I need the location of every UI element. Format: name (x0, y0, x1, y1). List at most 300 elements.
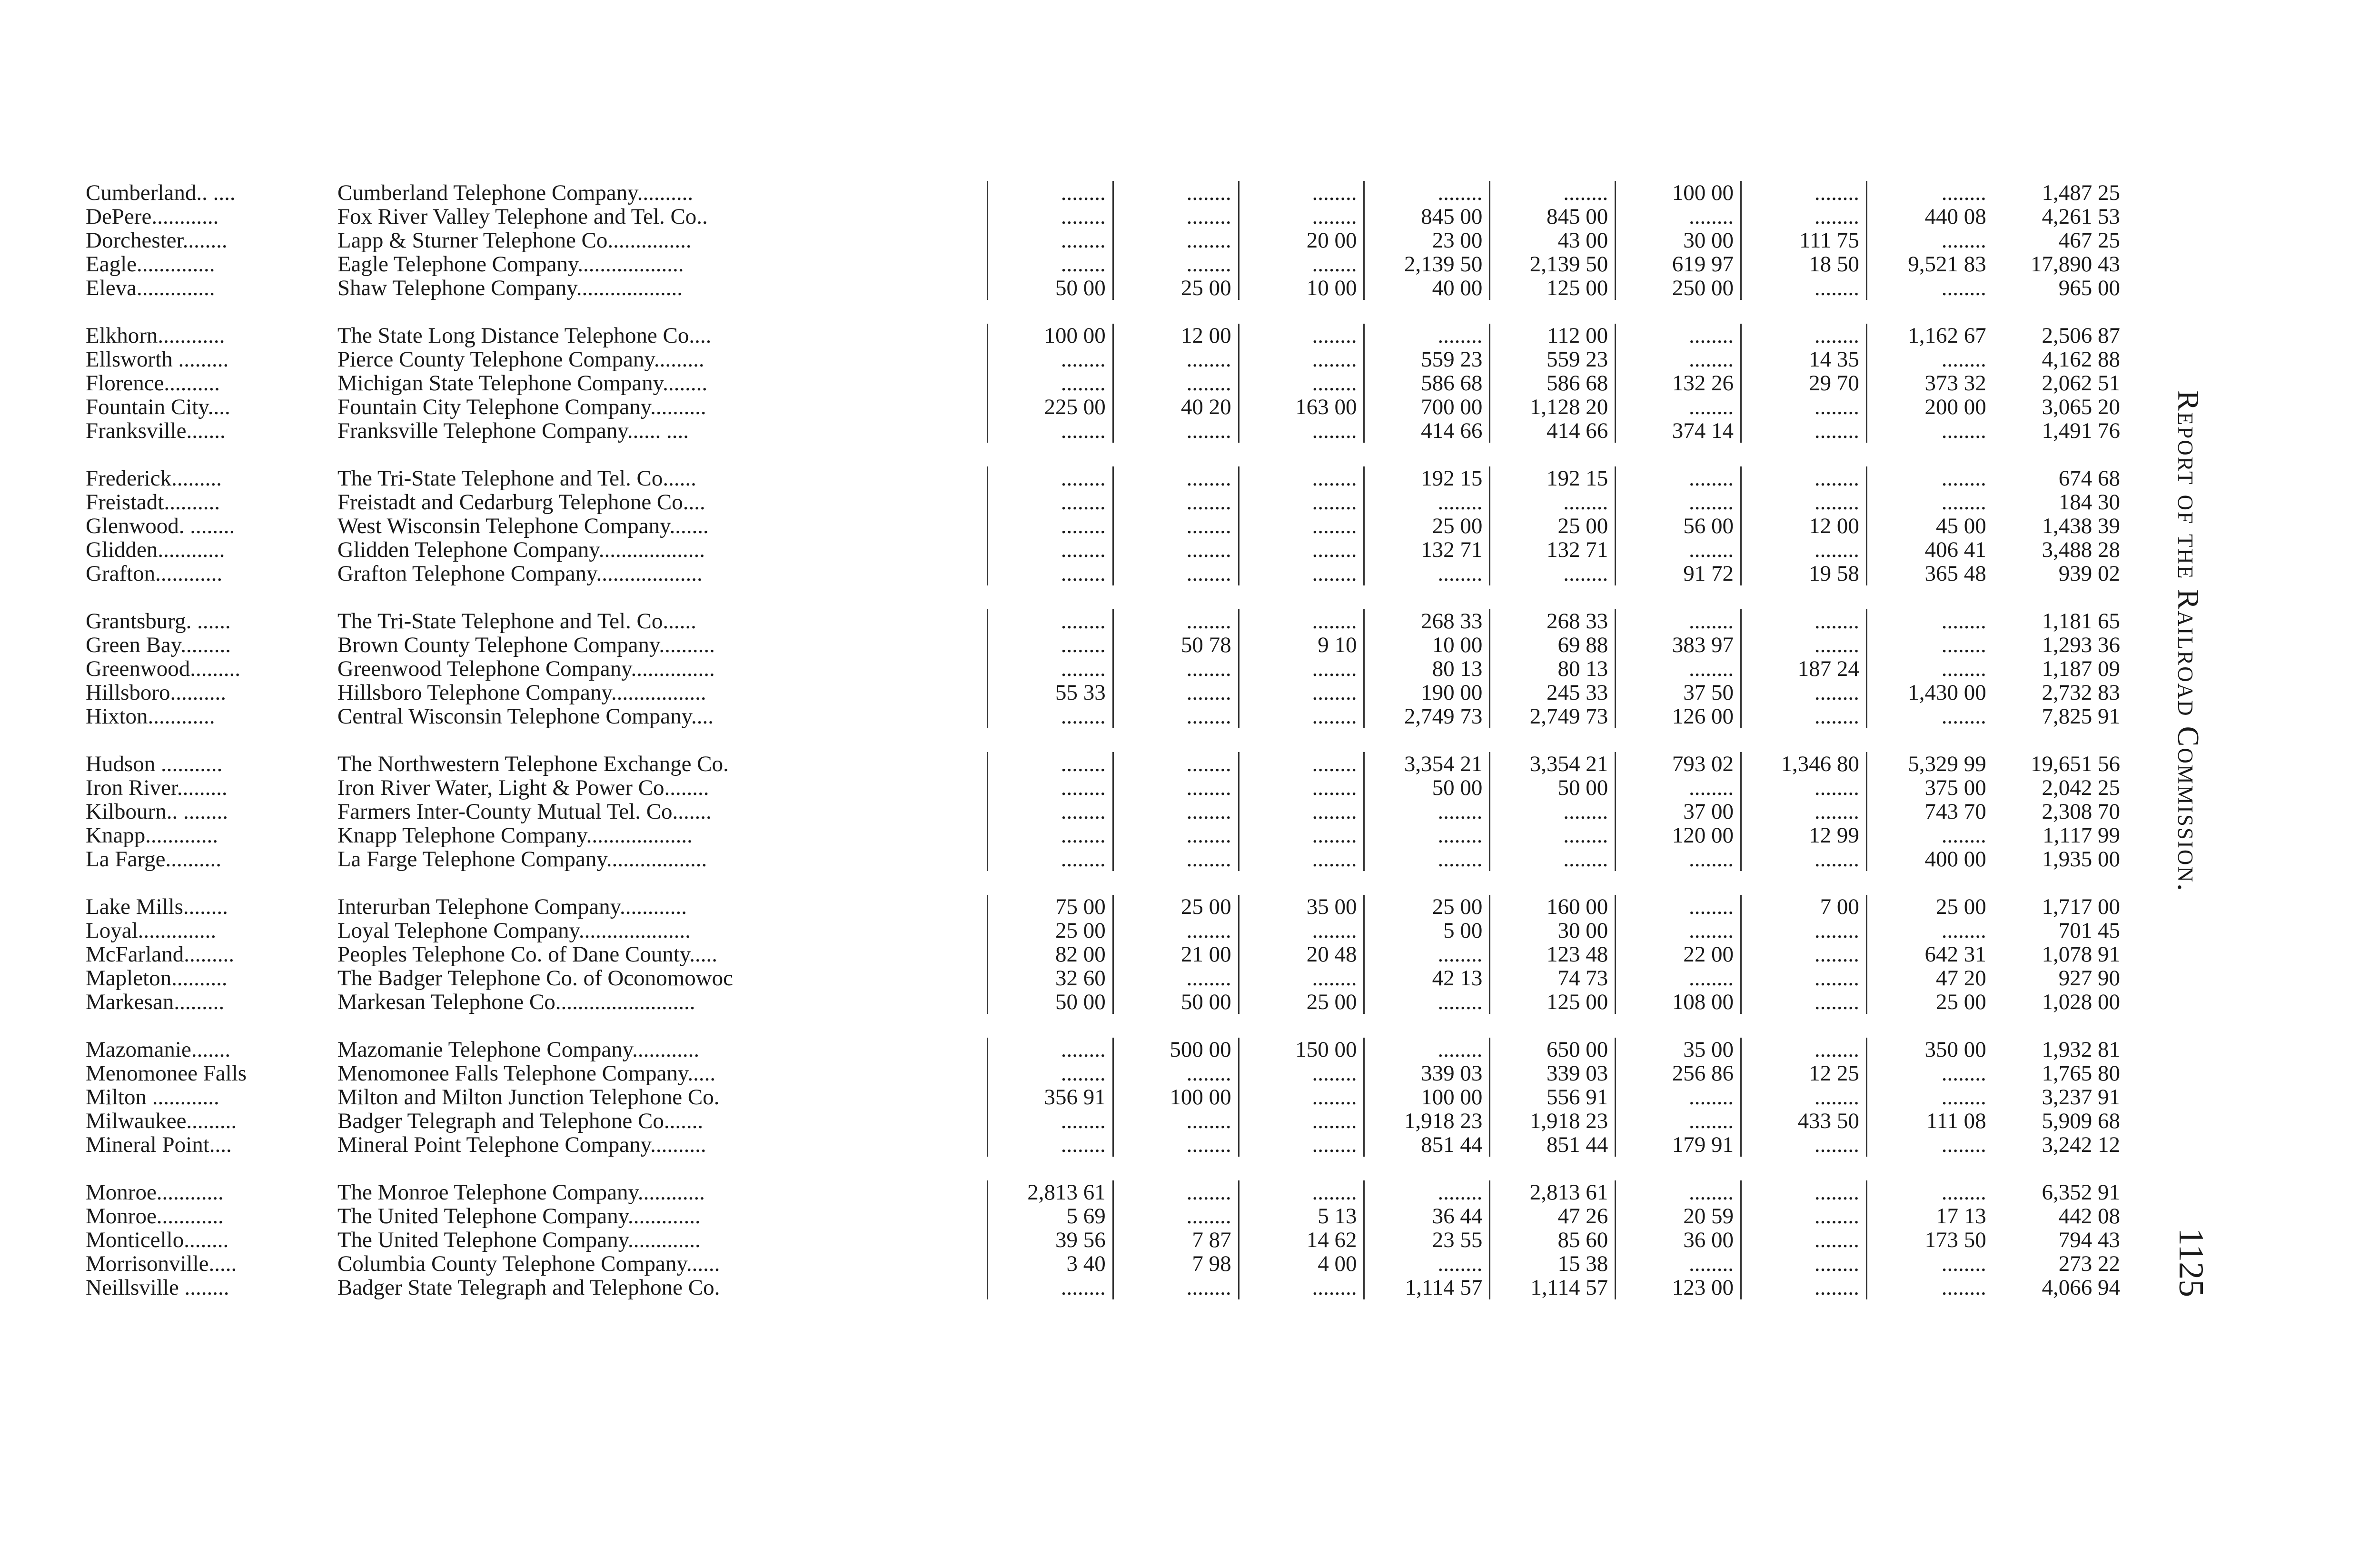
place-cell: Dorchester........ (86, 228, 228, 252)
table-row (86, 395, 2132, 419)
amount-cell-6: ........ (1616, 466, 1742, 490)
amount-cell-7: ........ (1742, 942, 1867, 966)
place-cell: McFarland......... (86, 942, 234, 966)
amount-cell-5: 160 00 (1490, 895, 1616, 919)
amount-cell-6: ........ (1616, 1180, 1742, 1204)
place-cell: Hillsboro.......... (86, 681, 227, 704)
table-row (86, 1061, 2132, 1085)
amount-cell-6: ........ (1616, 776, 1742, 800)
amount-cell-4: ........ (1365, 1252, 1490, 1276)
amount-cell-5: 43 00 (1490, 228, 1616, 252)
total-cell: 4,261 53 (2042, 205, 2121, 228)
amount-cell-8: ........ (1941, 704, 1986, 728)
amount-cell-4: 132 71 (1365, 538, 1490, 562)
amount-cell-6: 37 50 (1616, 681, 1742, 704)
table-row (86, 823, 2132, 847)
amount-cell-6: 374 14 (1616, 419, 1742, 443)
amount-cell-1: ........ (988, 466, 1114, 490)
amount-cell-4: 50 00 (1365, 776, 1490, 800)
table-row (86, 419, 2132, 443)
amount-cell-5: 30 00 (1490, 919, 1616, 942)
place-cell: Markesan......... (86, 990, 225, 1014)
amount-cell-3: ........ (1240, 205, 1365, 228)
amount-cell-8: 5,329 99 (1908, 752, 1986, 776)
amount-cell-6: ........ (1616, 1085, 1742, 1109)
amount-cell-5: 25 00 (1490, 514, 1616, 538)
place-cell: Morrisonville..... (86, 1252, 237, 1276)
amount-cell-8: 1,430 00 (1908, 681, 1986, 704)
amount-cell-2: ........ (1114, 776, 1240, 800)
amount-cell-8: 111 08 (1926, 1109, 1986, 1133)
amount-cell-4: 1,114 57 (1365, 1276, 1490, 1299)
amount-cell-6: ........ (1616, 1109, 1742, 1133)
table-group (86, 466, 2132, 585)
table-row (86, 657, 2132, 681)
amount-cell-7: 433 50 (1742, 1109, 1867, 1133)
table-row (86, 562, 2132, 585)
amount-cell-7: ........ (1742, 324, 1867, 347)
amount-cell-4: 851 44 (1365, 1133, 1490, 1157)
table-row (86, 633, 2132, 657)
amount-cell-3: ........ (1240, 181, 1365, 205)
amount-cell-2: ........ (1114, 823, 1240, 847)
amount-cell-3: ........ (1240, 490, 1365, 514)
amount-cell-1: ........ (988, 181, 1114, 205)
amount-cell-1: ........ (988, 1038, 1114, 1061)
amount-cell-5: 15 38 (1490, 1252, 1616, 1276)
amount-cell-7: ........ (1742, 1228, 1867, 1252)
amount-cell-3: ........ (1240, 800, 1365, 823)
table-row (86, 1133, 2132, 1157)
place-cell: Elkhorn............ (86, 324, 225, 347)
total-cell: 3,237 91 (2042, 1085, 2121, 1109)
amount-cell-3: 9 10 (1240, 633, 1365, 657)
amount-cell-6: 179 91 (1616, 1133, 1742, 1157)
place-cell: Glenwood. ........ (86, 514, 235, 538)
amount-cell-8: 9,521 83 (1908, 252, 1986, 276)
amount-cell-3: 4 00 (1240, 1252, 1365, 1276)
company-cell: Brown County Telephone Company.......... (337, 633, 988, 657)
amount-cell-5: 74 73 (1490, 966, 1616, 990)
amount-cell-6: 619 97 (1616, 252, 1742, 276)
amount-cell-3: ........ (1240, 1276, 1365, 1299)
total-cell: 2,506 87 (2042, 324, 2121, 347)
company-cell: Markesan Telephone Co......................... (337, 990, 988, 1014)
amount-cell-1: ........ (988, 252, 1114, 276)
amount-cell-2: ........ (1114, 919, 1240, 942)
amount-cell-3: ........ (1240, 1085, 1365, 1109)
place-cell: Fountain City.... (86, 395, 230, 419)
amount-cell-4: 339 03 (1365, 1061, 1490, 1085)
amount-cell-5: 1,128 20 (1490, 395, 1616, 419)
amount-cell-2: ........ (1114, 1180, 1240, 1204)
amount-cell-7: ........ (1742, 1085, 1867, 1109)
amount-cell-3: ........ (1240, 919, 1365, 942)
amount-cell-7: 7 00 (1742, 895, 1867, 919)
amount-cell-7: ........ (1742, 919, 1867, 942)
amount-cell-1: ........ (988, 847, 1114, 871)
amount-cell-2: ........ (1114, 181, 1240, 205)
company-cell: The United Telephone Company............. (337, 1204, 988, 1228)
amount-cell-2: 25 00 (1114, 276, 1240, 300)
amount-cell-3: 14 62 (1240, 1228, 1365, 1252)
amount-cell-4: ........ (1365, 942, 1490, 966)
place-cell: Monroe............ (86, 1180, 224, 1204)
place-cell: Knapp............. (86, 823, 218, 847)
total-cell: 4,066 94 (2042, 1276, 2121, 1299)
amount-cell-7: ........ (1742, 609, 1867, 633)
amount-cell-4: ........ (1365, 847, 1490, 871)
table-group (86, 609, 2132, 728)
amount-cell-7: 12 99 (1742, 823, 1867, 847)
company-cell: Hillsboro Telephone Company................. (337, 681, 988, 704)
amount-cell-5: ........ (1490, 490, 1616, 514)
total-cell: 701 45 (2058, 919, 2121, 942)
place-cell: Loyal.............. (86, 919, 217, 942)
amount-cell-7: 18 50 (1742, 252, 1867, 276)
amount-cell-4: 2,749 73 (1365, 704, 1490, 728)
company-cell: Eagle Telephone Company................... (337, 252, 988, 276)
amount-cell-7: ........ (1742, 1276, 1867, 1299)
amount-cell-1: 32 60 (988, 966, 1114, 990)
amount-cell-3: 150 00 (1240, 1038, 1365, 1061)
total-cell: 7,825 91 (2042, 704, 2121, 728)
place-cell: Monticello........ (86, 1228, 229, 1252)
amount-cell-4: 100 00 (1365, 1085, 1490, 1109)
amount-cell-4: 700 00 (1365, 395, 1490, 419)
table-row (86, 538, 2132, 562)
amount-cell-6: ........ (1616, 538, 1742, 562)
place-cell: Mineral Point.... (86, 1133, 232, 1157)
table-row (86, 276, 2132, 300)
amount-cell-6: 108 00 (1616, 990, 1742, 1014)
amount-cell-8: 743 70 (1924, 800, 1986, 823)
amount-cell-5: 132 71 (1490, 538, 1616, 562)
amount-cell-4: 414 66 (1365, 419, 1490, 443)
amount-cell-8: 642 31 (1924, 942, 1986, 966)
amount-cell-7: 14 35 (1742, 347, 1867, 371)
amount-cell-4: ........ (1365, 1038, 1490, 1061)
company-cell: Peoples Telephone Co. of Dane County..... (337, 942, 988, 966)
amount-cell-7: 111 75 (1742, 228, 1867, 252)
amount-cell-2: 50 78 (1114, 633, 1240, 657)
amount-cell-4: 25 00 (1365, 514, 1490, 538)
amount-cell-4: 10 00 (1365, 633, 1490, 657)
amount-cell-6: ........ (1616, 395, 1742, 419)
amount-cell-5: 245 33 (1490, 681, 1616, 704)
amount-cell-1: ........ (988, 562, 1114, 585)
table-row (86, 990, 2132, 1014)
place-cell: Milton ............ (86, 1085, 219, 1109)
company-cell: Cumberland Telephone Company.......... (337, 181, 988, 205)
amount-cell-5: 414 66 (1490, 419, 1616, 443)
company-cell: Grafton Telephone Company................... (337, 562, 988, 585)
amount-cell-7: ........ (1742, 800, 1867, 823)
amount-cell-6: ........ (1616, 1252, 1742, 1276)
amount-cell-5: 1,114 57 (1490, 1276, 1616, 1299)
amount-cell-7: ........ (1742, 1180, 1867, 1204)
table-row (86, 324, 2132, 347)
place-cell: Freistadt.......... (86, 490, 220, 514)
amount-cell-2: ........ (1114, 1133, 1240, 1157)
total-cell: 1,028 00 (2042, 990, 2121, 1014)
amount-cell-5: 3,354 21 (1490, 752, 1616, 776)
place-cell: Kilbourn.. ........ (86, 800, 228, 823)
amount-cell-7: ........ (1742, 966, 1867, 990)
amount-cell-1: ........ (988, 514, 1114, 538)
amount-cell-3: ........ (1240, 1133, 1365, 1157)
amount-cell-5: 69 88 (1490, 633, 1616, 657)
place-cell: Hudson ........... (86, 752, 223, 776)
amount-cell-6: ........ (1616, 347, 1742, 371)
amount-cell-3: 10 00 (1240, 276, 1365, 300)
amount-cell-8: 173 50 (1924, 1228, 1986, 1252)
table-row (86, 1180, 2132, 1204)
amount-cell-6: ........ (1616, 609, 1742, 633)
amount-cell-4: ........ (1365, 490, 1490, 514)
amount-cell-3: 163 00 (1240, 395, 1365, 419)
amount-cell-4: 23 00 (1365, 228, 1490, 252)
amount-cell-8: 406 41 (1924, 538, 1986, 562)
amount-cell-5: 112 00 (1490, 324, 1616, 347)
table-group (86, 1180, 2132, 1299)
amount-cell-6: 30 00 (1616, 228, 1742, 252)
table-row (86, 181, 2132, 205)
report-title: Report of the Railroad Commission. (2172, 390, 2205, 892)
amount-cell-5: 192 15 (1490, 466, 1616, 490)
amount-cell-3: ........ (1240, 419, 1365, 443)
amount-cell-8: 375 00 (1924, 776, 1986, 800)
amount-cell-6: ........ (1616, 919, 1742, 942)
amount-cell-3: 20 48 (1240, 942, 1365, 966)
amount-cell-7: ........ (1742, 1252, 1867, 1276)
amount-cell-7: ........ (1742, 990, 1867, 1014)
amount-cell-4: 5 00 (1365, 919, 1490, 942)
amount-cell-7: ........ (1742, 776, 1867, 800)
company-cell: The Northwestern Telephone Exchange Co. (337, 752, 988, 776)
place-cell: Lake Mills........ (86, 895, 228, 919)
amount-cell-3: ........ (1240, 657, 1365, 681)
total-cell: 2,062 51 (2042, 371, 2121, 395)
table-row (86, 1228, 2132, 1252)
amount-cell-4: 80 13 (1365, 657, 1490, 681)
place-cell: Eleva.............. (86, 276, 215, 300)
amount-cell-4: ........ (1365, 800, 1490, 823)
amount-cell-8: 47 20 (1935, 966, 1986, 990)
table-row (86, 800, 2132, 823)
amount-cell-4: ........ (1365, 823, 1490, 847)
amount-cell-1: ........ (988, 1276, 1114, 1299)
total-cell: 17,890 43 (2031, 252, 2121, 276)
amount-cell-7: ........ (1742, 1133, 1867, 1157)
amount-cell-3: ........ (1240, 252, 1365, 276)
telephone-companies-table (86, 181, 2132, 1323)
total-cell: 2,308 70 (2042, 800, 2121, 823)
amount-cell-3: 5 13 (1240, 1204, 1365, 1228)
page-number: 1125 (2172, 1228, 2211, 1298)
amount-cell-4: 192 15 (1365, 466, 1490, 490)
amount-cell-7: ........ (1742, 419, 1867, 443)
amount-cell-7: 187 24 (1742, 657, 1867, 681)
total-cell: 1,932 81 (2042, 1038, 2121, 1061)
amount-cell-2: 7 98 (1114, 1252, 1240, 1276)
amount-cell-6: 22 00 (1616, 942, 1742, 966)
amount-cell-5: 80 13 (1490, 657, 1616, 681)
amount-cell-2: ........ (1114, 205, 1240, 228)
amount-cell-3: ........ (1240, 1061, 1365, 1085)
amount-cell-7: 1,346 80 (1742, 752, 1867, 776)
amount-cell-2: ........ (1114, 1109, 1240, 1133)
company-cell: Mineral Point Telephone Company.......... (337, 1133, 988, 1157)
amount-cell-2: 50 00 (1114, 990, 1240, 1014)
place-cell: DePere............ (86, 205, 219, 228)
amount-cell-7: ........ (1742, 847, 1867, 871)
amount-cell-6: 250 00 (1616, 276, 1742, 300)
amount-cell-8: 373 32 (1924, 371, 1986, 395)
amount-cell-7: ........ (1742, 205, 1867, 228)
amount-cell-1: ........ (988, 419, 1114, 443)
total-cell: 2,042 25 (2042, 776, 2121, 800)
amount-cell-4: ........ (1365, 1180, 1490, 1204)
place-cell: Mazomanie....... (86, 1038, 231, 1061)
amount-cell-3: ........ (1240, 347, 1365, 371)
amount-cell-2: ........ (1114, 609, 1240, 633)
amount-cell-8: ........ (1941, 633, 1986, 657)
company-cell: Columbia County Telephone Company...... (337, 1252, 988, 1276)
amount-cell-6: 256 86 (1616, 1061, 1742, 1085)
amount-cell-6: ........ (1616, 205, 1742, 228)
company-cell: Knapp Telephone Company................... (337, 823, 988, 847)
company-cell: The United Telephone Company............. (337, 1228, 988, 1252)
table-row (86, 919, 2132, 942)
amount-cell-6: 100 00 (1616, 181, 1742, 205)
table-row (86, 942, 2132, 966)
amount-cell-5: 1,918 23 (1490, 1109, 1616, 1133)
amount-cell-2: ........ (1114, 966, 1240, 990)
place-cell: Cumberland.. .... (86, 181, 236, 205)
amount-cell-1: ........ (988, 1109, 1114, 1133)
place-cell: La Farge.......... (86, 847, 221, 871)
amount-cell-3: ........ (1240, 681, 1365, 704)
table-row (86, 490, 2132, 514)
amount-cell-8: ........ (1941, 1252, 1986, 1276)
total-cell: 1,491 76 (2042, 419, 2121, 443)
amount-cell-5: 2,139 50 (1490, 252, 1616, 276)
amount-cell-6: ........ (1616, 895, 1742, 919)
total-cell: 1,293 36 (2042, 633, 2121, 657)
amount-cell-8: ........ (1941, 276, 1986, 300)
table-group (86, 895, 2132, 1014)
company-cell: Shaw Telephone Company................... (337, 276, 988, 300)
amount-cell-8: ........ (1941, 1180, 1986, 1204)
amount-cell-2: ........ (1114, 1061, 1240, 1085)
amount-cell-4: 3,354 21 (1365, 752, 1490, 776)
amount-cell-6: 56 00 (1616, 514, 1742, 538)
total-cell: 273 22 (2058, 1252, 2121, 1276)
table-row (86, 347, 2132, 371)
total-cell: 794 43 (2058, 1228, 2121, 1252)
amount-cell-1: 50 00 (988, 990, 1114, 1014)
amount-cell-1: ........ (988, 609, 1114, 633)
total-cell: 467 25 (2058, 228, 2121, 252)
table-row (86, 1038, 2132, 1061)
company-cell: Pierce County Telephone Company......... (337, 347, 988, 371)
amount-cell-3: ........ (1240, 371, 1365, 395)
company-cell: Lapp & Sturner Telephone Co............... (337, 228, 988, 252)
place-cell: Monroe............ (86, 1204, 224, 1228)
total-cell: 1,187 09 (2042, 657, 2121, 681)
table-row (86, 752, 2132, 776)
table-row (86, 371, 2132, 395)
amount-cell-8: 365 48 (1924, 562, 1986, 585)
amount-cell-5: ........ (1490, 800, 1616, 823)
amount-cell-3: ........ (1240, 776, 1365, 800)
company-cell: Badger Telegraph and Telephone Co....... (337, 1109, 988, 1133)
amount-cell-2: ........ (1114, 514, 1240, 538)
amount-cell-6: 37 00 (1616, 800, 1742, 823)
company-cell: West Wisconsin Telephone Company....... (337, 514, 988, 538)
table-row (86, 228, 2132, 252)
amount-cell-2: ........ (1114, 1204, 1240, 1228)
company-cell: Fountain City Telephone Company.......... (337, 395, 988, 419)
amount-cell-5: ........ (1490, 847, 1616, 871)
table-row (86, 966, 2132, 990)
amount-cell-4: 268 33 (1365, 609, 1490, 633)
amount-cell-1: 100 00 (988, 324, 1114, 347)
amount-cell-7: ........ (1742, 538, 1867, 562)
amount-cell-2: 21 00 (1114, 942, 1240, 966)
amount-cell-1: ........ (988, 1061, 1114, 1085)
amount-cell-6: 123 00 (1616, 1276, 1742, 1299)
amount-cell-2: 40 20 (1114, 395, 1240, 419)
amount-cell-6: 91 72 (1616, 562, 1742, 585)
amount-cell-1: ........ (988, 371, 1114, 395)
amount-cell-8: 25 00 (1935, 895, 1986, 919)
table-group (86, 181, 2132, 300)
amount-cell-6: 126 00 (1616, 704, 1742, 728)
table-row (86, 1252, 2132, 1276)
total-cell: 3,488 28 (2042, 538, 2121, 562)
amount-cell-5: 2,749 73 (1490, 704, 1616, 728)
amount-cell-4: 23 55 (1365, 1228, 1490, 1252)
amount-cell-4: 190 00 (1365, 681, 1490, 704)
amount-cell-6: 132 26 (1616, 371, 1742, 395)
place-cell: Neillsville ........ (86, 1276, 229, 1299)
company-cell: Milton and Milton Junction Telephone Co. (337, 1085, 988, 1109)
amount-cell-1: 2,813 61 (988, 1180, 1114, 1204)
amount-cell-2: ........ (1114, 466, 1240, 490)
place-cell: Green Bay......... (86, 633, 231, 657)
amount-cell-3: ........ (1240, 562, 1365, 585)
table-row (86, 895, 2132, 919)
amount-cell-3: ........ (1240, 609, 1365, 633)
amount-cell-5: 125 00 (1490, 990, 1616, 1014)
amount-cell-8: ........ (1941, 1133, 1986, 1157)
amount-cell-8: ........ (1941, 228, 1986, 252)
place-cell: Eagle.............. (86, 252, 215, 276)
company-cell: The Monroe Telephone Company............ (337, 1180, 988, 1204)
amount-cell-2: ........ (1114, 847, 1240, 871)
amount-cell-5: 268 33 (1490, 609, 1616, 633)
amount-cell-3: 35 00 (1240, 895, 1365, 919)
amount-cell-7: ........ (1742, 490, 1867, 514)
amount-cell-1: ........ (988, 800, 1114, 823)
amount-cell-3: 25 00 (1240, 990, 1365, 1014)
amount-cell-6: ........ (1616, 966, 1742, 990)
amount-cell-1: ........ (988, 752, 1114, 776)
amount-cell-8: ........ (1941, 490, 1986, 514)
amount-cell-7: ........ (1742, 181, 1867, 205)
